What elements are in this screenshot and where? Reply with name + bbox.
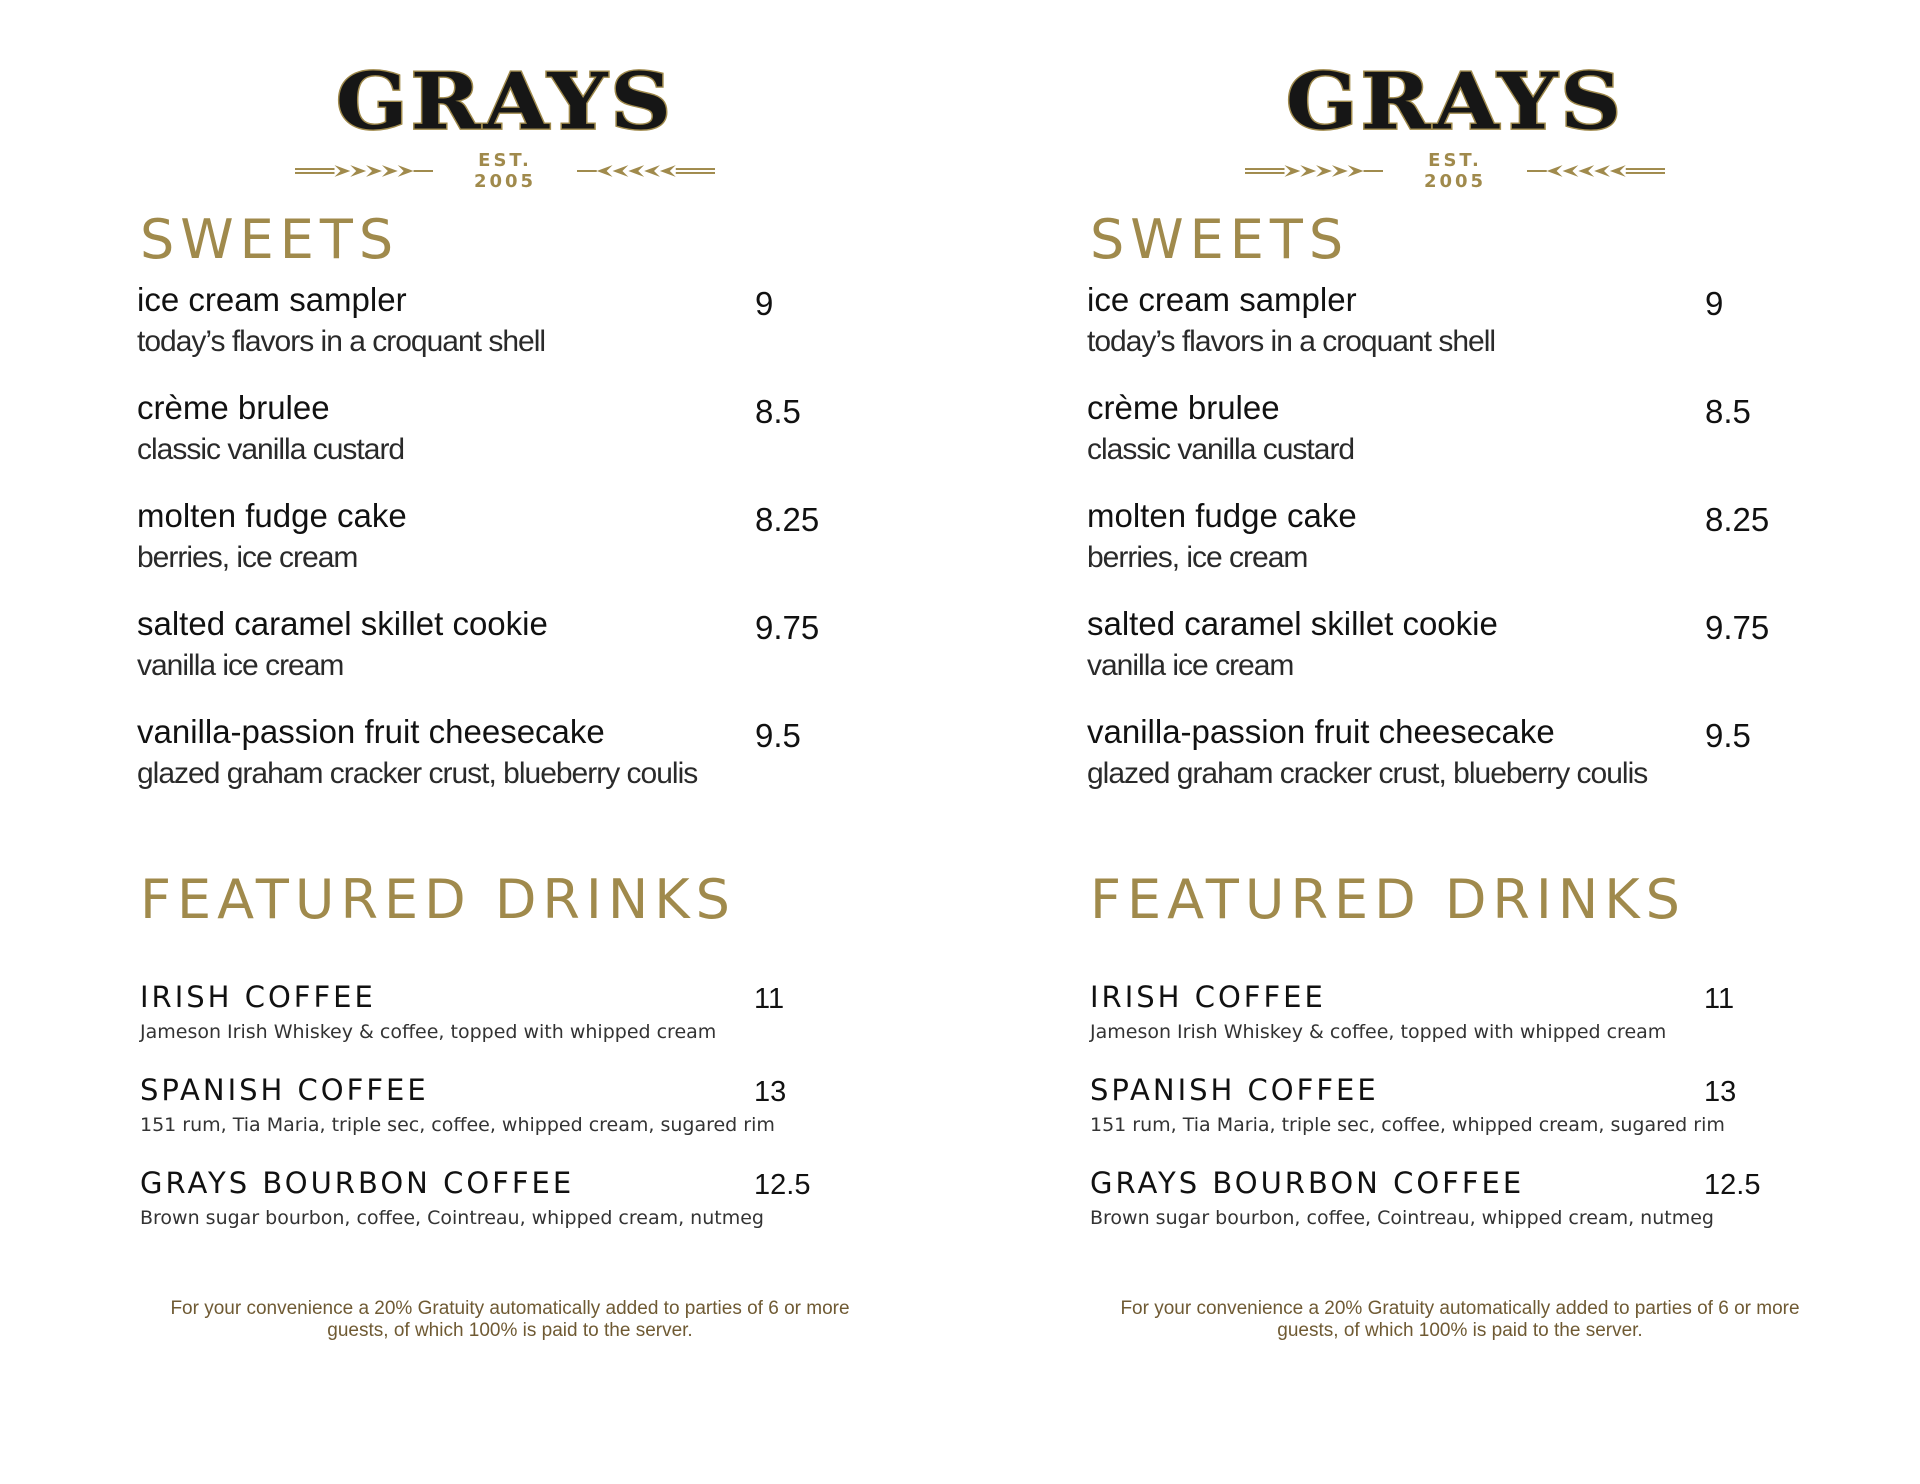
drink-description: 151 rum, Tia Maria, triple sec, coffee, whipped cream, sugared rim xyxy=(1090,1114,1725,1136)
item-name: vanilla-passion fruit cheesecake xyxy=(137,713,605,750)
item-description: vanilla ice cream xyxy=(137,649,344,682)
menu-item xyxy=(1087,496,1787,604)
item-description: berries, ice cream xyxy=(137,541,358,574)
logo-established: EST. 2005 xyxy=(1423,150,1487,192)
item-price: 9 xyxy=(1705,285,1724,322)
item-name: molten fudge cake xyxy=(137,497,407,534)
item-description: glazed graham cracker crust, blueberry coulis xyxy=(1087,757,1648,790)
item-description: glazed graham cracker crust, blueberry coulis xyxy=(137,757,698,790)
menu-page-right xyxy=(950,0,1910,1484)
drink-description: 151 rum, Tia Maria, triple sec, coffee, whipped cream, sugared rim xyxy=(140,1114,775,1136)
menu-item xyxy=(137,388,837,496)
gratuity-line-1: For your convenience a 20% Gratuity automatically added to parties of 6 or more xyxy=(1120,1298,1800,1319)
sweets-heading: SWEETS xyxy=(140,208,400,271)
item-description: vanilla ice cream xyxy=(1087,649,1294,682)
sweets-list xyxy=(1087,280,1787,820)
menu-item xyxy=(137,280,837,388)
wheat-ornament-icon xyxy=(295,161,433,181)
drink-item xyxy=(140,1166,860,1259)
item-price: 8.25 xyxy=(1705,501,1770,538)
item-price: 8.5 xyxy=(755,393,801,430)
item-description: classic vanilla custard xyxy=(1087,433,1355,466)
wheat-ornament-icon xyxy=(1527,161,1665,181)
item-price: 9 xyxy=(755,285,774,322)
item-description: today’s flavors in a croquant shell xyxy=(1087,325,1496,358)
drink-description: Jameson Irish Whiskey & coffee, topped with whipped cream xyxy=(140,1021,717,1043)
sweets-list xyxy=(137,280,837,820)
menu-item xyxy=(1087,712,1787,820)
wheat-ornament-icon xyxy=(1245,161,1383,181)
drinks-list xyxy=(140,980,860,1259)
gratuity-line-1: For your convenience a 20% Gratuity automatically added to parties of 6 or more xyxy=(170,1298,850,1319)
drink-price: 12.5 xyxy=(1704,1169,1761,1201)
logo-established: EST. 2005 xyxy=(473,150,537,192)
drink-description: Brown sugar bourbon, coffee, Cointreau, whipped cream, nutmeg xyxy=(1090,1207,1714,1229)
drink-item xyxy=(1090,1073,1810,1166)
drink-price: 11 xyxy=(1704,983,1735,1015)
item-name: salted caramel skillet cookie xyxy=(137,605,548,642)
featured-drinks-heading: FEATURED DRINKS xyxy=(140,868,736,931)
menu-item xyxy=(137,604,837,712)
logo-est-row xyxy=(295,150,715,192)
item-name: ice cream sampler xyxy=(1087,281,1357,318)
gratuity-note xyxy=(140,1298,880,1342)
drink-item xyxy=(1090,1166,1810,1259)
item-price: 8.25 xyxy=(755,501,820,538)
drink-item xyxy=(140,980,860,1073)
menu-item xyxy=(1087,604,1787,712)
drink-name: IRISH COFFEE xyxy=(140,980,376,1014)
gratuity-line-2: guests, of which 100% is paid to the server. xyxy=(1277,1320,1643,1341)
drink-price: 11 xyxy=(754,983,785,1015)
wheat-ornament-icon xyxy=(577,161,715,181)
drink-name: SPANISH COFFEE xyxy=(140,1073,429,1107)
item-name: molten fudge cake xyxy=(1087,497,1357,534)
drink-price: 13 xyxy=(754,1076,787,1108)
item-name: salted caramel skillet cookie xyxy=(1087,605,1498,642)
featured-drinks-heading: FEATURED DRINKS xyxy=(1090,868,1686,931)
drink-name: IRISH COFFEE xyxy=(1090,980,1326,1014)
drinks-list xyxy=(1090,980,1810,1259)
item-description: berries, ice cream xyxy=(1087,541,1308,574)
menu-item xyxy=(1087,280,1787,388)
menu-item xyxy=(137,712,837,820)
drink-description: Brown sugar bourbon, coffee, Cointreau, whipped cream, nutmeg xyxy=(140,1207,764,1229)
menu-item xyxy=(137,496,837,604)
drink-name: SPANISH COFFEE xyxy=(1090,1073,1379,1107)
item-name: ice cream sampler xyxy=(137,281,407,318)
gratuity-line-2: guests, of which 100% is paid to the server. xyxy=(327,1320,693,1341)
drink-price: 12.5 xyxy=(754,1169,811,1201)
item-price: 8.5 xyxy=(1705,393,1751,430)
item-description: classic vanilla custard xyxy=(137,433,405,466)
grays-logo xyxy=(1245,56,1665,192)
sweets-heading: SWEETS xyxy=(1090,208,1350,271)
item-description: today’s flavors in a croquant shell xyxy=(137,325,546,358)
item-price: 9.5 xyxy=(755,717,801,754)
drink-item xyxy=(1090,980,1810,1073)
logo-wordmark: GRAYS xyxy=(335,56,675,148)
item-name: crème brulee xyxy=(137,389,330,426)
item-price: 9.75 xyxy=(755,609,820,646)
item-price: 9.75 xyxy=(1705,609,1770,646)
drink-name: GRAYS BOURBON COFFEE xyxy=(1090,1166,1525,1200)
menu-item xyxy=(1087,388,1787,496)
grays-logo xyxy=(295,56,715,192)
gratuity-note xyxy=(1090,1298,1830,1342)
logo-est-row xyxy=(1245,150,1665,192)
logo-wordmark: GRAYS xyxy=(1285,56,1625,148)
item-name: vanilla-passion fruit cheesecake xyxy=(1087,713,1555,750)
item-name: crème brulee xyxy=(1087,389,1280,426)
drink-description: Jameson Irish Whiskey & coffee, topped with whipped cream xyxy=(1090,1021,1667,1043)
drink-item xyxy=(140,1073,860,1166)
drink-name: GRAYS BOURBON COFFEE xyxy=(140,1166,575,1200)
drink-price: 13 xyxy=(1704,1076,1737,1108)
item-price: 9.5 xyxy=(1705,717,1751,754)
